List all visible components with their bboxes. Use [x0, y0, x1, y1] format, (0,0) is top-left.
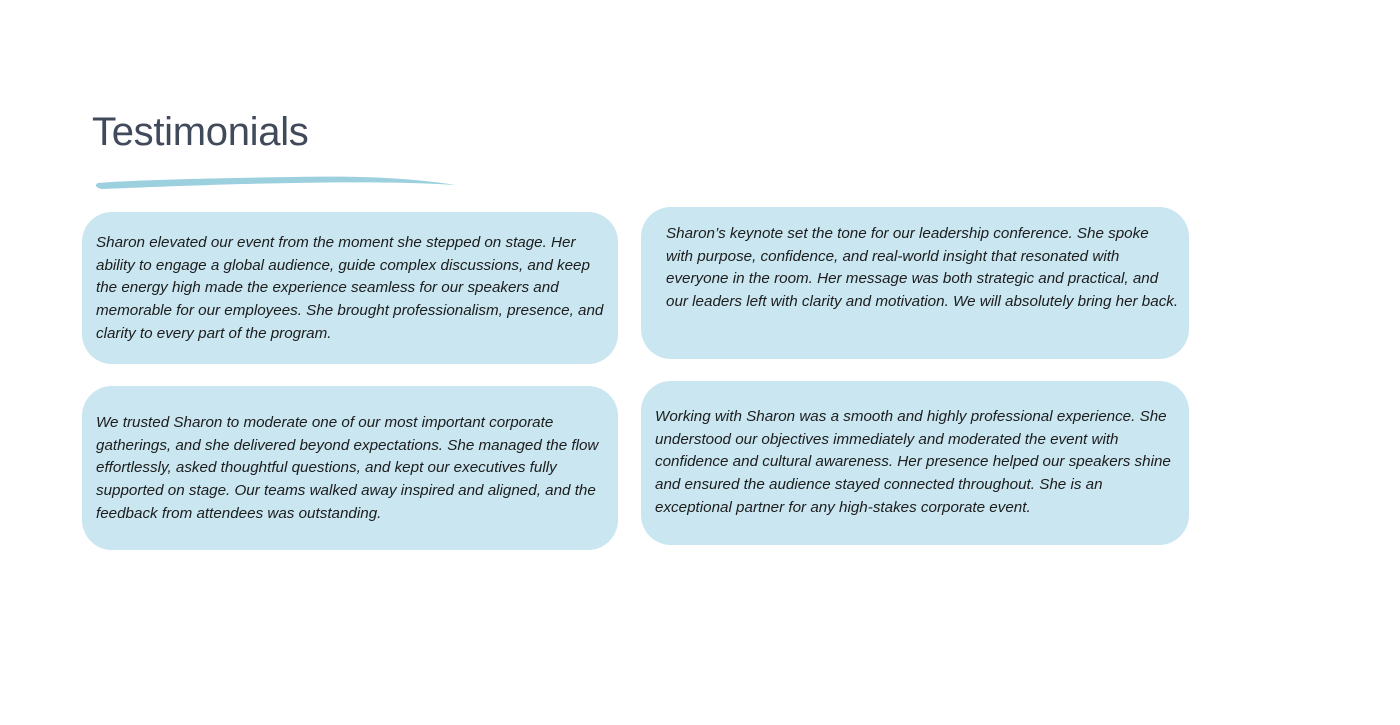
testimonial-text: Sharon’s keynote set the tone for our leadership conference. She spoke with purpose, confidence, and real-world insight that resonated with everyone in the room. Her message was both strategic and practical, and our leaders left with clarity and motivation. We will absolutely bring her back.: [666, 225, 1179, 311]
testimonial-card: [641, 207, 1189, 359]
page-title: Testimonials: [92, 110, 309, 154]
testimonial-text: Sharon elevated our event from the moment she stepped on stage. Her ability to engage a global audience, guide complex discussions, and keep the energy high made the experience seamless for our speakers and memorable for our employees. She brought professionalism, presence, and clarity to every part of the program.: [96, 234, 604, 342]
testimonial-card: [82, 386, 618, 550]
testimonial-text: We trusted Sharon to moderate one of our most important corporate gatherings, and she delivered beyond expectations. She managed the flow effortlessly, asked thoughtful questions, and kept our executives fully supported on stage. Our teams walked away inspired and aligned, and the feedback from attendees was outstanding.: [96, 414, 599, 522]
testimonial-card: [82, 212, 618, 364]
testimonial-card: [641, 381, 1189, 545]
testimonial-text: Working with Sharon was a smooth and highly professional experience. She understood our objectives immediately and moderated the event with confidence and cultural awareness. Her presence helped our speakers shine and ensured the audience stayed connected throughout. She is an exceptional partner for any high-stakes corporate event.: [655, 408, 1171, 516]
brush-stroke-underline: [94, 174, 458, 194]
